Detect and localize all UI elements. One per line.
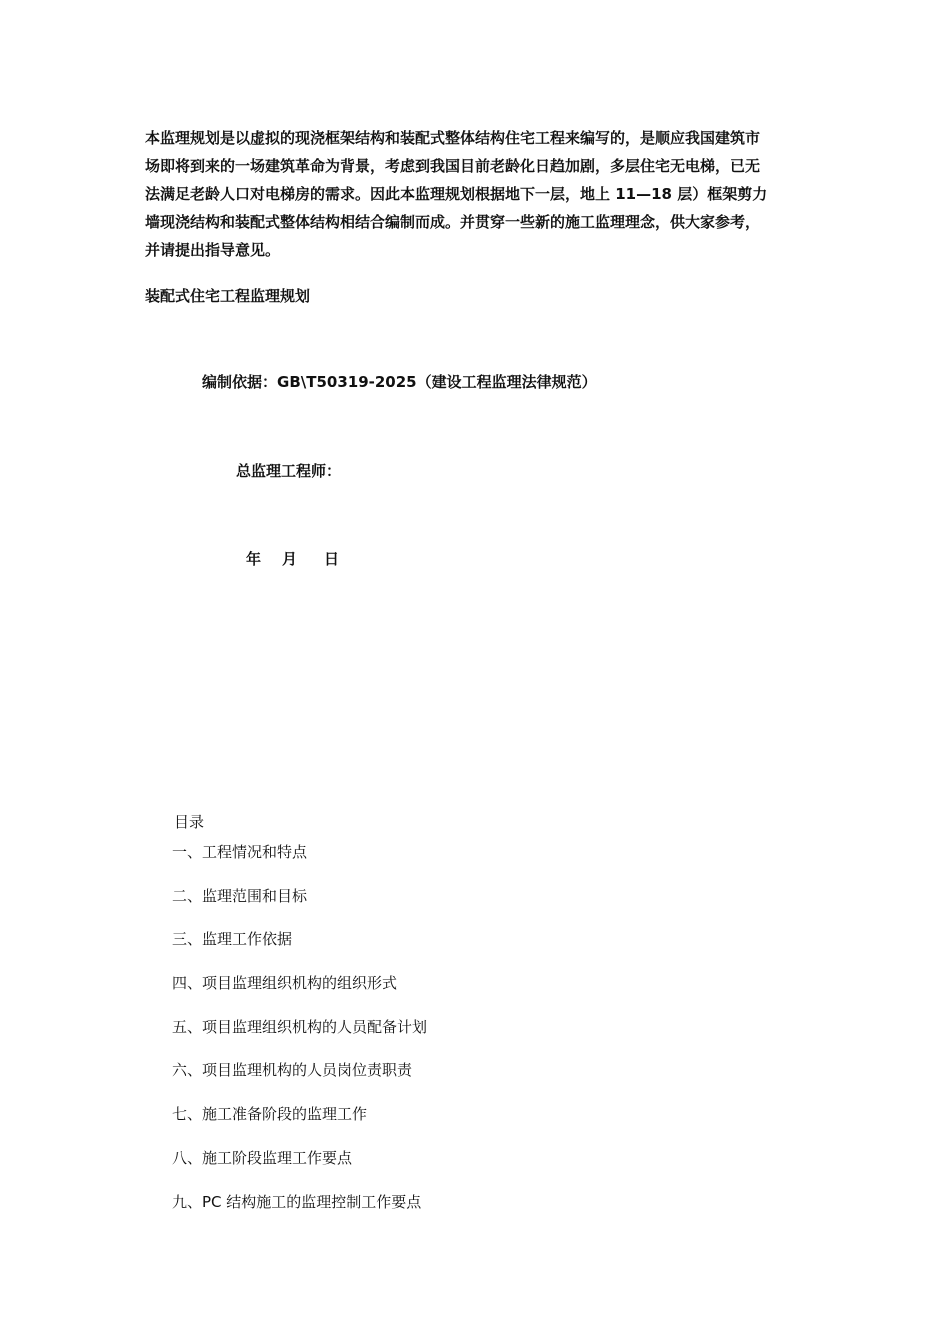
toc-item: 一、工程情况和特点 xyxy=(172,843,308,861)
date-year: 年 xyxy=(246,550,262,568)
toc-heading: 目录 xyxy=(174,813,205,831)
toc-item: 六、项目监理机构的人员岗位责职责 xyxy=(172,1061,413,1080)
toc-item: 四、项目监理组织机构的组织形式 xyxy=(172,974,398,993)
document-title: 装配式住宅工程监理规划 xyxy=(145,287,311,305)
date-line xyxy=(246,547,339,571)
table-of-contents xyxy=(172,840,427,1233)
toc-item: 三、监理工作依据 xyxy=(172,930,293,949)
intro-paragraph xyxy=(145,124,815,264)
toc-item: 八、施工阶段监理工作要点 xyxy=(172,1148,353,1167)
compilation-basis: 编制依据：GB\T50319-2025（建设工程监理法律规范） xyxy=(202,373,597,391)
intro-line: 本监理规划是以虚拟的现浇框架结构和装配式整体结构住宅工程来编写的，是顺应我国建筑市 xyxy=(145,129,761,147)
intro-line: 墙现浇结构和装配式整体结构相结合编制而成。并贯穿一些新的施工监理理念，供大家参考， xyxy=(145,213,761,231)
toc-item: 二、监理范围和目标 xyxy=(172,886,308,905)
toc-item: 五、项目监理组织机构的人员配备计划 xyxy=(172,1017,428,1036)
toc-item: 九、PC 结构施工的监理控制工作要点 xyxy=(172,1192,422,1211)
intro-line: 场即将到来的一场建筑革命为背景，考虑到我国目前老龄化日趋加剧，多层住宅无电梯，已无 xyxy=(145,157,761,175)
intro-line: 并请提出指导意见。 xyxy=(145,241,281,259)
toc-item: 七、施工准备阶段的监理工作 xyxy=(172,1105,368,1124)
date-day: 日 xyxy=(324,550,340,568)
intro-line: 法满足老龄人口对电梯房的需求。因此本监理规划根据地下一层，地上 11—18 层）框架剪力 xyxy=(145,185,768,203)
chief-engineer-label: 总监理工程师： xyxy=(236,462,342,480)
date-month: 月 xyxy=(282,550,298,568)
